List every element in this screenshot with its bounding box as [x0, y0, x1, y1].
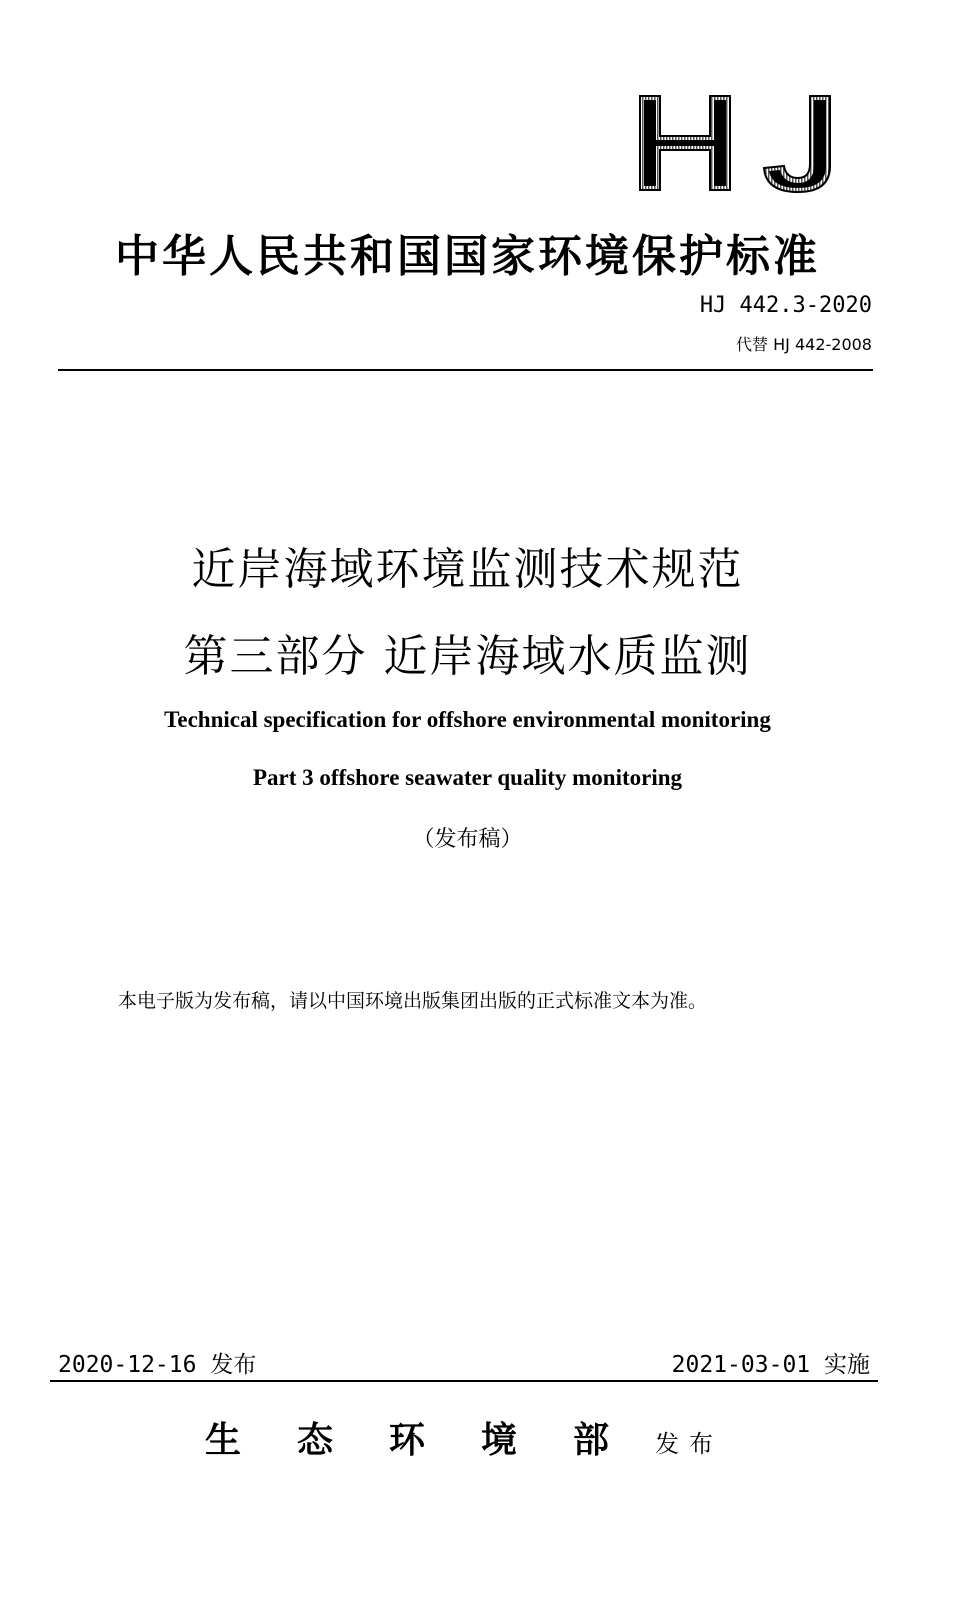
- issuer-suffix: 发布: [655, 1430, 723, 1458]
- edition-note: 本电子版为发布稿，请以中国环境出版集团出版的正式标准文本为准。: [118, 990, 708, 1012]
- replaces-standard: 代替 HJ 442-2008: [736, 335, 872, 354]
- draft-label: （发布稿）: [412, 827, 523, 852]
- footer-divider: [50, 1380, 878, 1382]
- title-cn-line1: 近岸海域环境监测技术规范: [191, 544, 744, 595]
- issue-date: 2020-12-16 发布: [58, 1352, 257, 1378]
- organization-title: 中华人民共和国国家环境保护标准: [115, 231, 820, 282]
- issuer-name: 生态环境部: [205, 1420, 666, 1461]
- implementation-date: 2021-03-01 实施: [671, 1352, 870, 1378]
- header-divider: [58, 369, 873, 371]
- title-en-line1: Technical specification for offshore environmental monitoring: [164, 707, 771, 732]
- hj-logo: [630, 88, 850, 198]
- standard-number: HJ 442.3-2020: [699, 293, 872, 318]
- title-en-line2: Part 3 offshore seawater quality monitoring: [252, 765, 683, 790]
- title-cn-line2: 第三部分 近岸海域水质监测: [183, 631, 752, 682]
